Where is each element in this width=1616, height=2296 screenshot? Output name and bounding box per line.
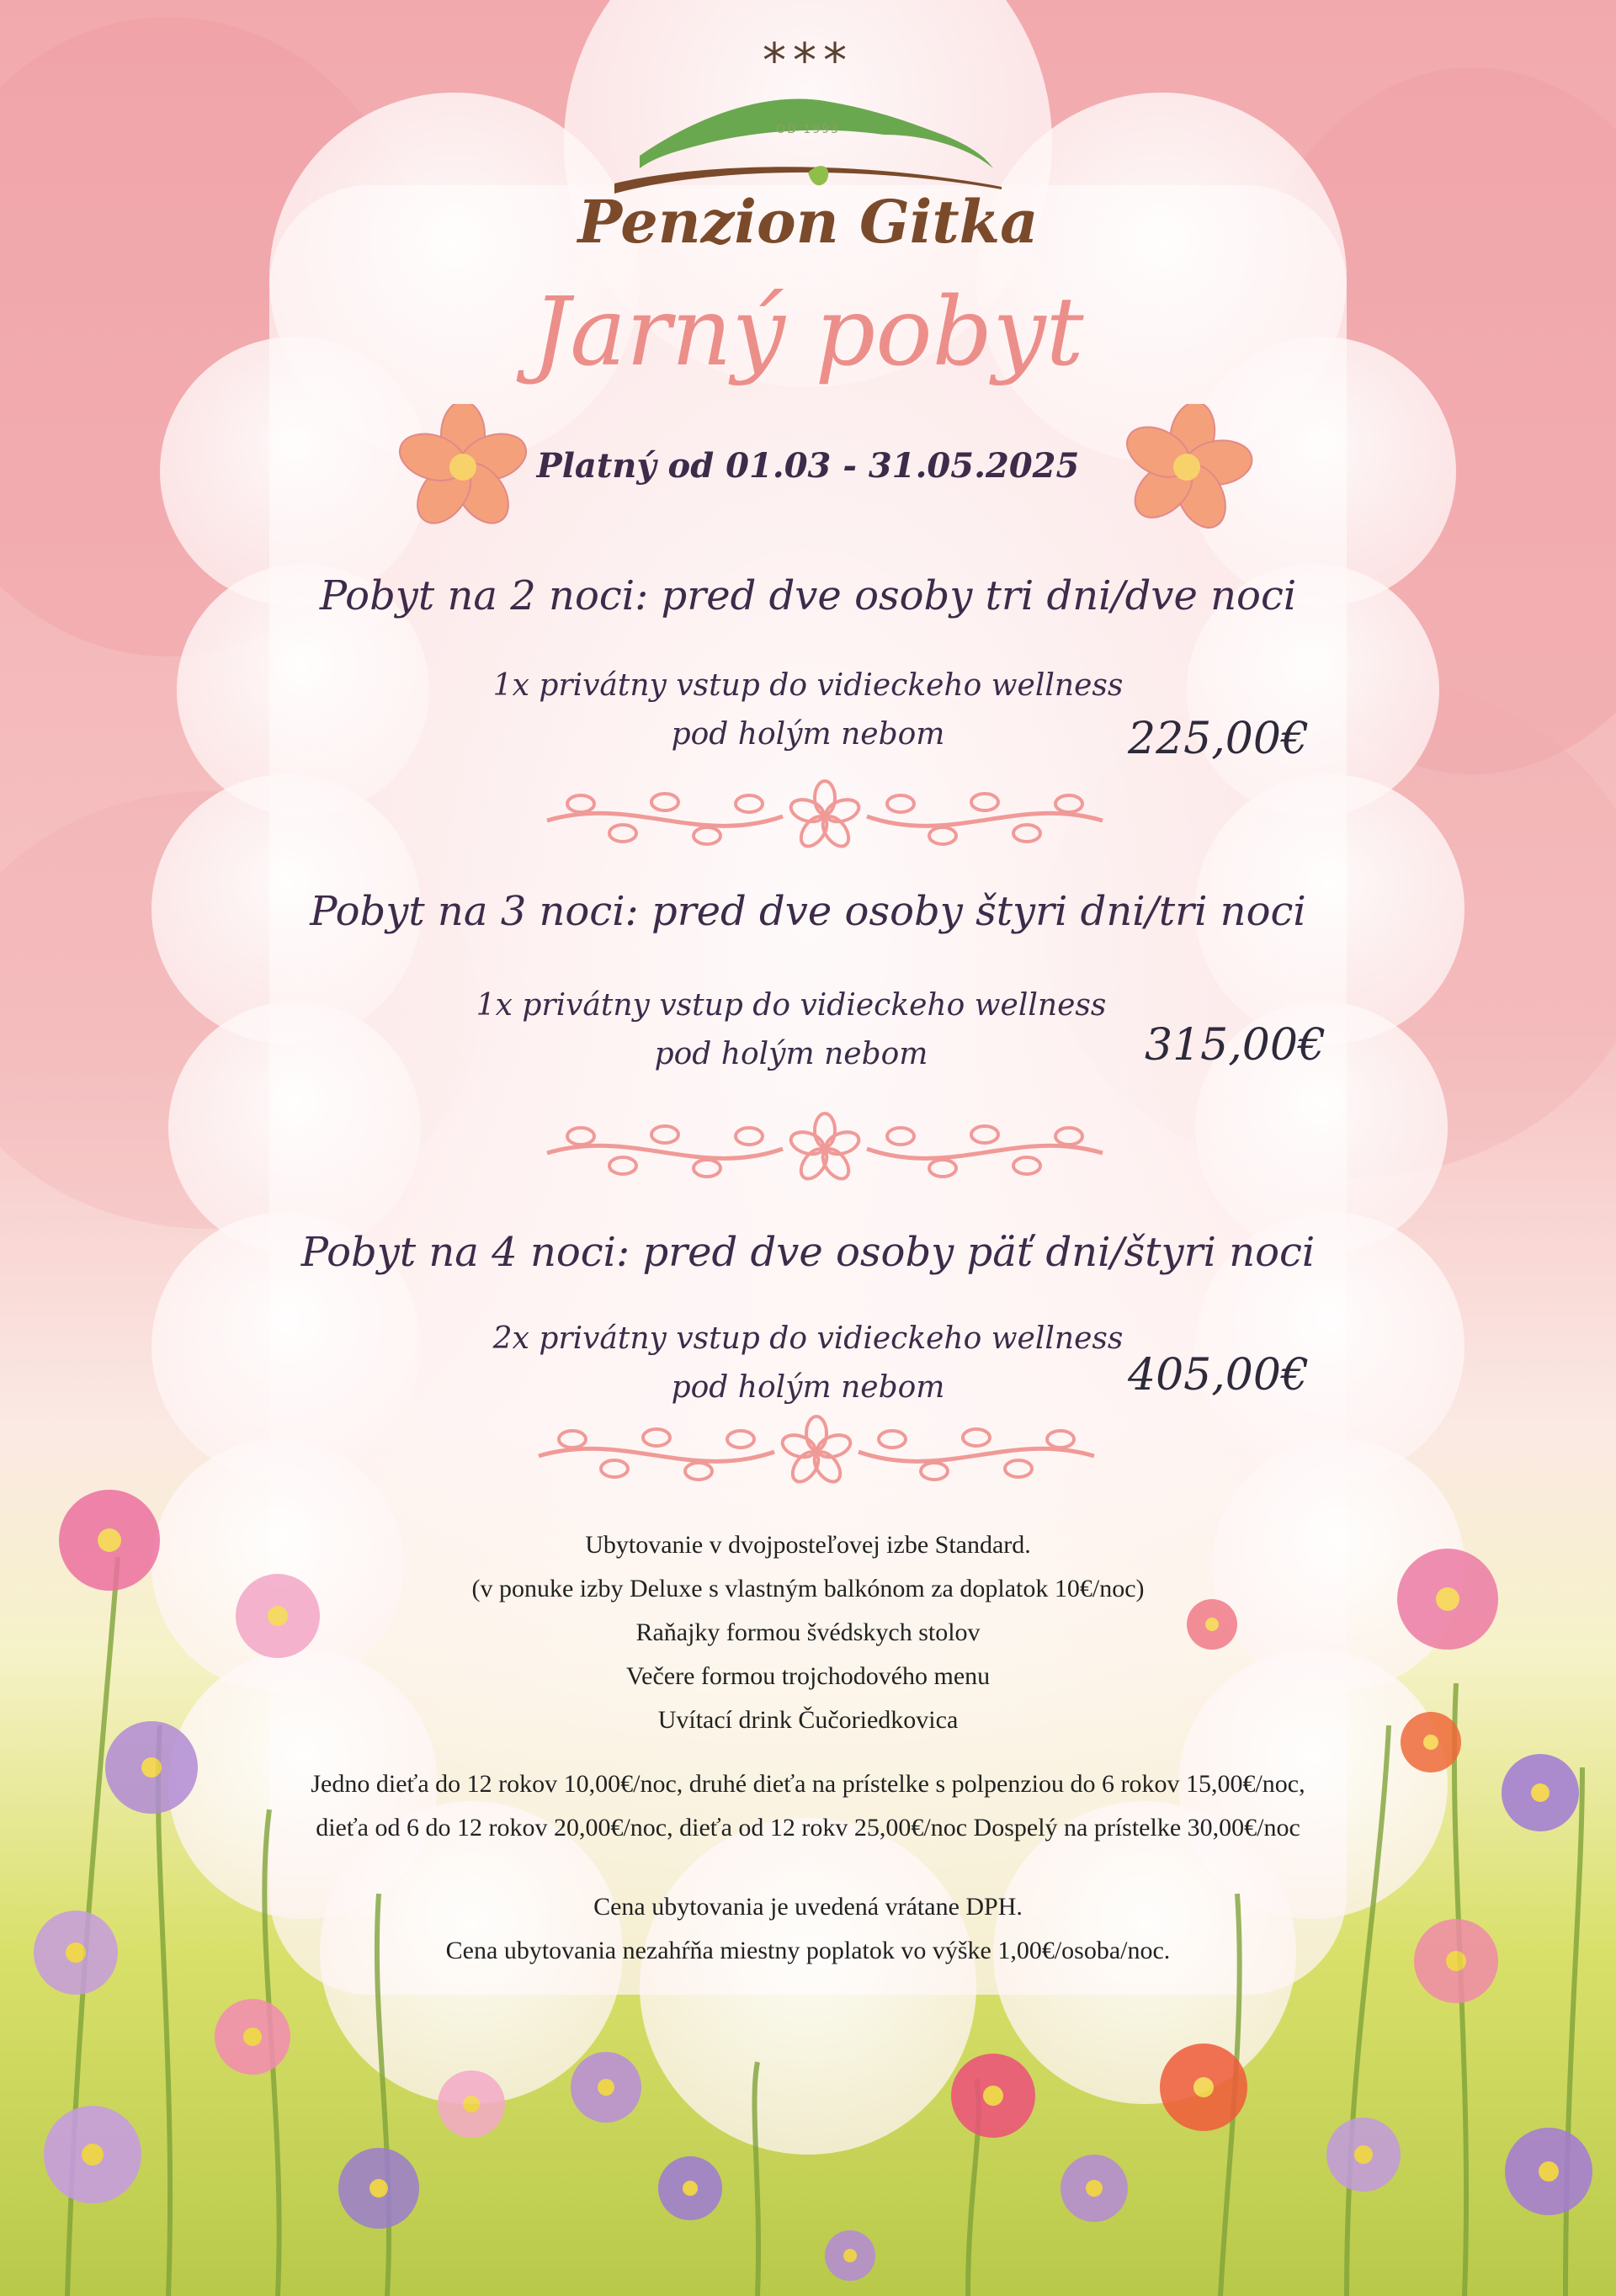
welcome-drink-info: Uvítací drink Čučoriedkovica [657,1706,959,1734]
floral-divider-icon [530,1103,1119,1195]
hotel-stars: *** [763,34,853,88]
mountain-logo-icon [606,76,1010,202]
room-info: Ubytovanie v dvojposteľovej izbe Standard. [585,1531,1031,1559]
floral-divider-icon [530,770,1119,863]
floral-divider-icon [522,1406,1111,1498]
offer-description-line: 2x privátny vstup do vidieckeho wellness [492,1321,1124,1356]
offer-description [429,1315,1187,1412]
offer-description-line: 1x privátny vstup do vidieckeho wellness [492,668,1124,703]
children-pricing [0,1762,1616,1850]
offer-title: Pobyt na 4 noci: pred dve osoby päť dni/štyri noci [300,1229,1316,1276]
offer-title: Pobyt na 3 noci: pred dve osoby štyri dni/tri noci [310,888,1306,935]
children-pricing-line: dieťa od 6 do 12 rokov 20,00€/noc, dieťa od 12 rokv 25,00€/noc Dospelý na prístelke 30,00€/noc [316,1814,1300,1842]
accommodation-info [0,1523,1616,1742]
offer-title: Pobyt na 2 noci: pred dve osoby tri dni/dve noci [319,572,1297,619]
offer-price: 315,00€ [1145,1020,1326,1071]
price-notes [0,1885,1616,1973]
offer-description-line: 1x privátny vstup do vidieckeho wellness [476,988,1107,1023]
offer-description [412,981,1170,1079]
vat-note: Cena ubytovania je uvedená vrátane DPH. [593,1893,1023,1921]
room-upgrade-info: (v ponuke izby Deluxe s vlastným balkónom za doplatok 10€/noc) [471,1575,1145,1602]
offer-description [429,662,1187,759]
local-fee-note: Cena ubytovania nezahŕňa miestny poplatok vo výške 1,00€/osoba/noc. [445,1937,1171,1964]
logo-established-year: OD 1993 [776,123,840,136]
dinner-info: Večere formou trojchodového menu [625,1662,991,1690]
page-title: Jarný pobyt [532,278,1084,387]
breakfast-info: Raňajky formou švédskych stolov [635,1618,981,1646]
offer-description-line: pod holým nebom [671,717,945,752]
offer-description-line: pod holým nebom [671,1370,945,1405]
offer-price: 225,00€ [1128,714,1310,764]
offer-description-line: pod holým nebom [654,1037,928,1071]
validity-period: Platný od 01.03 - 31.05.2025 [536,446,1080,486]
children-pricing-line: Jedno dieťa do 12 rokov 10,00€/noc, druhé dieťa na prístelke s polpenziou do 6 rokov 15,00€/noc, [311,1770,1305,1798]
brand-name: Penzion Gitka [577,187,1039,257]
offer-price: 405,00€ [1128,1350,1310,1400]
